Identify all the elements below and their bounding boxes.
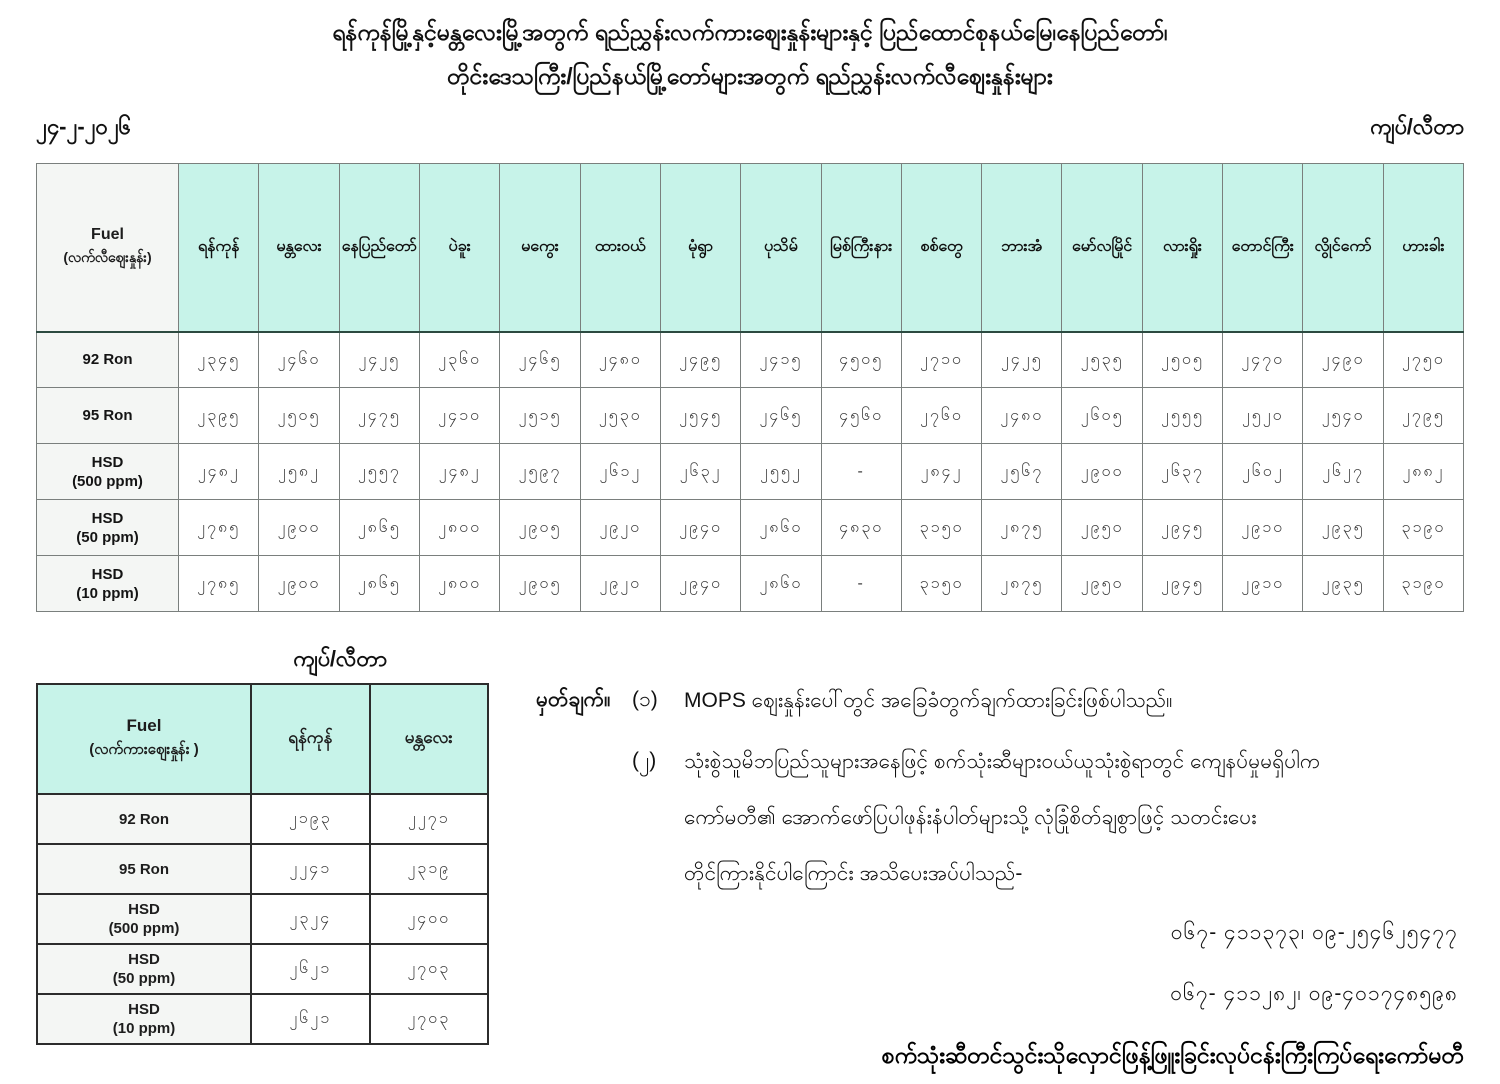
wholesale-column-header: ရန်ကုန်: [251, 684, 370, 794]
meta-row: [36, 112, 1464, 145]
retail-price-cell: ၂၉၀၅: [500, 556, 580, 612]
retail-price-cell: ၂၅၁၅: [500, 388, 580, 444]
retail-price-cell: ၂၄၆၅: [741, 388, 821, 444]
retail-price-cell: ၂၅၄၅: [660, 388, 740, 444]
retail-fuel-row-label: [37, 388, 179, 444]
phone-line-2: ၀၆၇- ၄၁၁၂၈၂၊ ၀၉-၄၀၁၇၄၈၅၉၈: [1170, 982, 1458, 1005]
retail-price-cell: ၂၅၅၅: [1142, 388, 1222, 444]
note-2-number: (၂): [632, 749, 657, 772]
retail-price-cell: ၂၅၃၅: [1062, 332, 1142, 388]
retail-column-header: လွိုင်ကော်: [1303, 164, 1383, 332]
wholesale-price-cell: ၂၇၀၃: [370, 994, 489, 1044]
wholesale-fuel-row-label-line: (10 ppm): [112, 1020, 176, 1037]
retail-price-cell: ၂၅၉၇: [500, 444, 580, 500]
retail-fuel-header-line2: (လက်လီဈေးနှုန်း): [63, 248, 152, 265]
retail-table-row: [37, 500, 1464, 556]
retail-price-cell: ၂၅၀၅: [1142, 332, 1222, 388]
retail-price-cell: ၂၄၇၀: [1223, 332, 1303, 388]
retail-price-cell: ၂၈၆၅: [339, 500, 419, 556]
wholesale-column-header: မန္တလေး: [370, 684, 489, 794]
retail-price-cell: ၂၈၀၀: [419, 500, 499, 556]
retail-column-header: တောင်ကြီး: [1223, 164, 1303, 332]
retail-price-cell: ၄၅၆၀: [821, 388, 901, 444]
retail-column-header: ထားဝယ်: [580, 164, 660, 332]
wholesale-header-row: [37, 684, 488, 794]
retail-price-cell: ၃၁၅၀: [901, 500, 981, 556]
notes-section: [494, 644, 1464, 1075]
retail-fuel-row-label-line: (50 ppm): [76, 528, 139, 546]
wholesale-fuel-row-label-line: (50 ppm): [112, 970, 176, 987]
retail-price-cell: ၂၉၂၀: [580, 500, 660, 556]
retail-price-cell: -: [821, 556, 901, 612]
page-title-line2: တိုင်းဒေသကြီး/ပြည်နယ်မြို့တော်များအတွက် ရည်ညွှန်းလက်လီဈေးနှုန်းများ: [447, 63, 1053, 89]
note-item-2: [536, 747, 1464, 889]
retail-table-row: [37, 444, 1464, 500]
committee-name: စက်သုံးဆီတင်သွင်းသိုလှောင်ဖြန့်ဖြူးခြင်းလုပ်ငန်းကြီးကြပ်ရေးကော်မတီ: [881, 1042, 1464, 1068]
retail-price-cell: ၂၆၁၂: [580, 444, 660, 500]
retail-price-cell: ၂၈၆၅: [339, 556, 419, 612]
retail-price-cell: ၂၃၉၅: [179, 388, 259, 444]
retail-price-cell: ၂၉၁၀: [1223, 500, 1303, 556]
retail-column-header: ဟားခါး: [1383, 164, 1463, 332]
wholesale-table-row: [37, 994, 488, 1044]
retail-price-cell: ၂၆၃၂: [660, 444, 740, 500]
wholesale-fuel-header-line2: (လက်ကားဈေးနှုန်း ): [89, 741, 199, 758]
retail-fuel-row-label-line: (10 ppm): [76, 584, 139, 602]
retail-price-cell: ၂၈၇၅: [982, 556, 1062, 612]
retail-price-cell: ၂၉၁၀: [1223, 556, 1303, 612]
retail-column-header: မန္တလေး: [259, 164, 339, 332]
wholesale-fuel-row-label-line: 92 Ron: [118, 810, 169, 828]
retail-price-cell: ၂၈၆၀: [741, 556, 821, 612]
retail-price-cell: ၂၄၆၅: [500, 332, 580, 388]
retail-price-cell: ၂၈၈၂: [1383, 444, 1463, 500]
retail-price-cell: ၂၇၈၅: [179, 500, 259, 556]
wholesale-table-row: [37, 844, 488, 894]
retail-column-header: နေပြည်တော်: [339, 164, 419, 332]
retail-column-header: ရန်ကုန်: [179, 164, 259, 332]
notes-label: မှတ်ချက်။: [536, 688, 611, 711]
retail-price-cell: ၂၉၄၅: [1142, 556, 1222, 612]
note-2-line3: တိုင်ကြားနိုင်ပါကြောင်း အသိပေးအပ်ပါသည်-: [684, 862, 1023, 885]
wholesale-table-row: [37, 944, 488, 994]
retail-fuel-row-label-line: (500 ppm): [72, 472, 143, 490]
note-1-text: [684, 686, 1172, 716]
retail-price-cell: ၂၅၃၀: [580, 388, 660, 444]
retail-price-cell: ၂၅၅၂: [741, 444, 821, 500]
wholesale-fuel-row-label: [37, 794, 251, 844]
retail-fuel-row-label: [37, 500, 179, 556]
retail-price-cell: ၂၉၅၀: [1062, 500, 1142, 556]
retail-price-cell: ၂၃၄၅: [179, 332, 259, 388]
retail-price-cell: ၂၉၄၀: [660, 556, 740, 612]
retail-price-cell: ၂၇၆၀: [901, 388, 981, 444]
wholesale-table-row: [37, 894, 488, 944]
retail-price-cell: ၂၄၇၅: [339, 388, 419, 444]
retail-price-cell: ၂၄၉၅: [660, 332, 740, 388]
retail-price-cell: ၂၉၃၅: [1303, 500, 1383, 556]
retail-table-row: [37, 388, 1464, 444]
wholesale-fuel-row-label-line: HSD: [128, 901, 160, 918]
wholesale-fuel-row-label-line: (500 ppm): [108, 920, 180, 937]
retail-price-cell: ၂၄၁၅: [741, 332, 821, 388]
retail-price-cell: ၂၉၂၀: [580, 556, 660, 612]
retail-price-cell: ၂၆၀၅: [1062, 388, 1142, 444]
retail-price-cell: ၂၉၃၅: [1303, 556, 1383, 612]
retail-price-cell: ၂၄၈၂: [179, 444, 259, 500]
retail-price-cell: ၂၄၆၀: [259, 332, 339, 388]
note-item-1: [536, 686, 1464, 717]
retail-table-row: [37, 332, 1464, 388]
retail-price-cell: ၂၅၂၀: [1223, 388, 1303, 444]
retail-fuel-row-label-line: HSD: [91, 509, 124, 527]
retail-table-row: [37, 556, 1464, 612]
wholesale-unit-label: ကျပ်/လီတာ: [292, 646, 388, 671]
retail-price-cell: ၂၈၆၀: [741, 500, 821, 556]
retail-price-cell: ၃၁၉၀: [1383, 556, 1463, 612]
wholesale-price-cell: ၂၁၉၃: [251, 794, 370, 844]
lower-section: [36, 644, 1464, 1075]
note-2-text: [684, 747, 1320, 889]
retail-fuel-header-line1: Fuel: [91, 225, 124, 243]
retail-price-cell: ၂၈၀၀: [419, 556, 499, 612]
retail-column-header: လားရှိုး: [1142, 164, 1222, 332]
retail-price-cell: ၂၉၄၀: [660, 500, 740, 556]
retail-price-cell: ၂၆၀၂: [1223, 444, 1303, 500]
wholesale-fuel-row-label-line: HSD: [128, 1001, 160, 1018]
retail-price-cell: ၂၉၀၅: [500, 500, 580, 556]
wholesale-price-cell: ၂၆၂၁: [251, 944, 370, 994]
note-1-line1: MOPS ဈေးနှုန်းပေါ်တွင် အခြေခံတွက်ချက်ထားခြင်းဖြစ်ပါသည်။: [684, 689, 1173, 712]
retail-column-header: မော်လမြိုင်: [1062, 164, 1142, 332]
retail-price-cell: ၂၅၈၂: [259, 444, 339, 500]
retail-price-cell: ၂၅၄၀: [1303, 388, 1383, 444]
wholesale-fuel-header: [37, 684, 251, 794]
phone-line-1: ၀၆၇- ၄၁၁၃၇၃၊ ၀၉-၂၅၄၆၂၅၄၇၇: [1170, 921, 1458, 944]
retail-price-cell: ၂၆၃၇: [1142, 444, 1222, 500]
retail-price-cell: ၂၇၈၅: [179, 556, 259, 612]
retail-price-cell: ၂၇၉၅: [1383, 388, 1463, 444]
retail-column-header: ပုသိမ်: [741, 164, 821, 332]
retail-price-cell: ၂၆၂၇: [1303, 444, 1383, 500]
retail-price-table: [36, 163, 1464, 612]
retail-price-cell: ၃၁၉၀: [1383, 500, 1463, 556]
contact-phones: [536, 919, 1464, 1011]
retail-header-row: [37, 164, 1464, 332]
retail-fuel-row-label-line: HSD: [91, 453, 124, 471]
retail-price-cell: ၂၇၁၀: [901, 332, 981, 388]
retail-price-cell: ၂၄၂၅: [339, 332, 419, 388]
retail-price-cell: ၂၄၈၀: [982, 388, 1062, 444]
retail-price-cell: ၃၁၅၀: [901, 556, 981, 612]
retail-column-header: မြစ်ကြီးနား: [821, 164, 901, 332]
wholesale-table-row: [37, 794, 488, 844]
retail-price-cell: ၂၈၇၅: [982, 500, 1062, 556]
wholesale-price-cell: ၂၂၄၁: [251, 844, 370, 894]
retail-price-cell: ၄၅၀၅: [821, 332, 901, 388]
retail-price-cell: ၂၇၅၀: [1383, 332, 1463, 388]
page-title-line1: ရန်ကုန်မြို့နှင့်မန္တလေးမြို့အတွက် ရည်ညွှန်းလက်ကားဈေးနှုန်းများနှင့် ပြည်ထောင်စုနယ်မြေ၊နေပြည်တော်၊: [332, 19, 1168, 45]
wholesale-price-cell: ၂၆၂၁: [251, 994, 370, 1044]
retail-price-cell: ၂၄၈၂: [419, 444, 499, 500]
retail-price-cell: ၂၄၈၀: [580, 332, 660, 388]
retail-fuel-row-label: [37, 556, 179, 612]
wholesale-price-cell: ၂၇၀၃: [370, 944, 489, 994]
unit-label: ကျပ်/လီတာ: [1369, 114, 1464, 139]
note-1-number: (၁): [632, 688, 658, 711]
retail-price-cell: ၂၈၄၂: [901, 444, 981, 500]
wholesale-price-cell: ၂၄၀၀: [370, 894, 489, 944]
wholesale-price-cell: ၂၃၁၉: [370, 844, 489, 894]
retail-column-header: ပဲခူး: [419, 164, 499, 332]
retail-price-cell: ၂၃၆၀: [419, 332, 499, 388]
retail-price-cell: ၂၉၀၀: [259, 500, 339, 556]
retail-price-cell: ၂၄၉၀: [1303, 332, 1383, 388]
retail-column-header: မကွေး: [500, 164, 580, 332]
retail-fuel-row-label: [37, 444, 179, 500]
wholesale-fuel-header-line1: Fuel: [126, 716, 162, 735]
retail-column-header: ဘားအံ: [982, 164, 1062, 332]
retail-price-cell: ၂၄၁၀: [419, 388, 499, 444]
wholesale-price-cell: ၂၂၇၁: [370, 794, 489, 844]
retail-price-cell: -: [821, 444, 901, 500]
retail-price-cell: ၂၉၀၀: [1062, 444, 1142, 500]
wholesale-fuel-row-label-line: HSD: [128, 951, 160, 968]
retail-fuel-row-label-line: 92 Ron: [82, 351, 133, 369]
retail-price-cell: ၂၄၂၅: [982, 332, 1062, 388]
retail-price-cell: ၂၅၆၇: [982, 444, 1062, 500]
retail-fuel-row-label: [37, 332, 179, 388]
retail-price-cell: ၂၉၄၅: [1142, 500, 1222, 556]
wholesale-fuel-row-label: [37, 894, 251, 944]
retail-price-cell: ၄၈၃၀: [821, 500, 901, 556]
retail-price-cell: ၂၉၀၀: [259, 556, 339, 612]
wholesale-fuel-row-label: [37, 994, 251, 1044]
note-2-line1: သုံးစွဲသူမိဘပြည်သူများအနေဖြင့် စက်သုံးဆီများဝယ်ယူသုံးစွဲရာတွင် ကျေနပ်မှုမရှိပါက: [684, 750, 1321, 773]
retail-price-cell: ၂၉၅၀: [1062, 556, 1142, 612]
retail-column-header: မုံရွာ: [660, 164, 740, 332]
retail-fuel-row-label-line: 95 Ron: [82, 407, 133, 424]
retail-price-cell: ၂၅၅၇: [339, 444, 419, 500]
note-2-line2: ကော်မတီ၏ အောက်ဖော်ပြပါဖုန်းနံပါတ်များသို့ လုံခြုံစိတ်ချစွာဖြင့် သတင်းပေး: [684, 806, 1257, 829]
wholesale-section: [36, 644, 494, 1075]
retail-column-header: စစ်တွေ: [901, 164, 981, 332]
wholesale-fuel-row-label-line: 95 Ron: [118, 860, 169, 878]
wholesale-price-cell: ၂၃၂၄: [251, 894, 370, 944]
retail-fuel-row-label-line: HSD: [91, 565, 124, 583]
wholesale-fuel-row-label: [37, 944, 251, 994]
wholesale-price-table: [36, 683, 489, 1045]
retail-fuel-header: [37, 164, 179, 332]
retail-price-cell: ၂၅၀၅: [259, 388, 339, 444]
date-label: ၂၄-၂-၂၀၂၆: [36, 114, 132, 139]
wholesale-fuel-row-label: [37, 844, 251, 894]
